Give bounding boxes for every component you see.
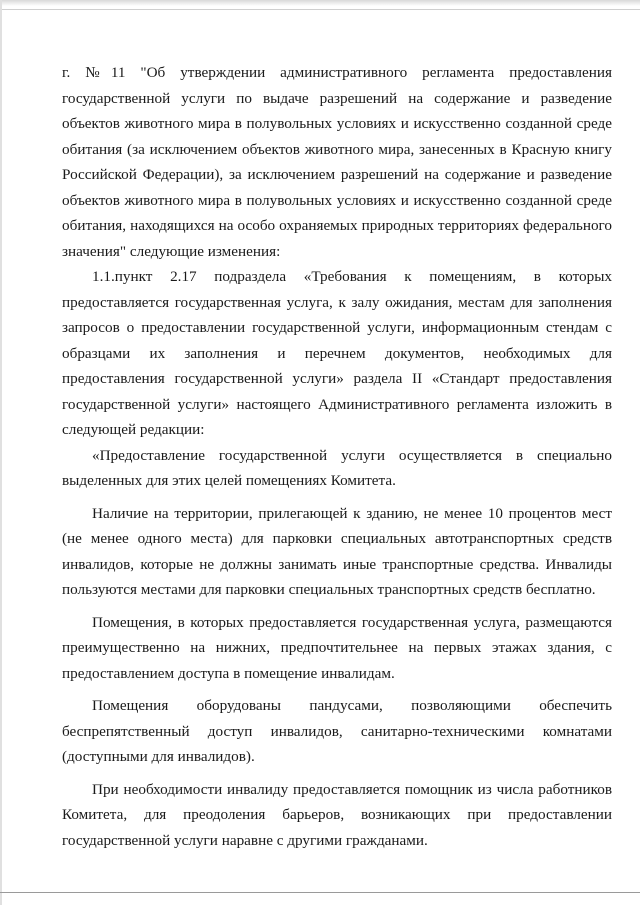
text-line: государственной услуги по выдаче разрешений на содержание и разведение [62,89,612,107]
text-line: следующей редакции: [62,421,205,438]
document-page [62,60,612,853]
paragraph-order-reference [62,60,612,264]
scan-edge-top [0,0,640,6]
text-line: инвалидов, которые не должны занимать иные транспортные средства. Инвалиды [62,555,612,573]
paragraph-ramps [62,693,612,770]
paragraph-gap [62,770,612,777]
text-line: предоставлением доступа в помещение инвалидам. [62,664,395,682]
paragraph-assistant [62,777,612,854]
text-line: предоставляется государственная услуга, к залу ожидания, местам для заполнения [62,293,612,311]
paragraph-floor-placement [62,610,612,687]
paragraph-item-1-1 [62,264,612,443]
text-line: предоставления государственной услуги» раздела II «Стандарт предоставления [62,370,612,387]
scan-line-top [0,9,640,10]
text-line: преимущественно на нижних, предпочтительнее на первых этажах здания, с [62,639,612,656]
scan-edge-left [0,0,2,905]
text-line: объектов животного мира в полувольных условиях и искусственно созданной среде [62,191,612,209]
text-line: государственной услуги наравне с другими гражданами. [62,831,428,849]
text-line: При необходимости инвалиду предоставляется помощник из числа работников [92,780,612,798]
text-line: Российской Федерации), за исключением разрешений на содержание и разведение [62,166,612,183]
text-line: «Предоставление государственной услуги осуществляется в специально [92,446,612,464]
text-line: пользуются местами для парковки специальных транспортных средств бесплатно. [62,581,596,598]
text-line: (доступными для инвалидов). [62,748,255,765]
text-line: объектов животного мира в полувольных условиях и искусственно созданной среде [62,115,612,132]
text-line: запросов о предоставлении государственной услуги, информационным стендам с [62,319,612,336]
text-line: беспрепятственный доступ инвалидов, санитарно-техническими комнатами [62,722,612,740]
text-line: обитания (за исключением объектов животного мира, занесенных в Красную книгу [62,140,612,158]
text-line: значения" следующие изменения: [62,242,281,260]
text-line: Помещения оборудованы пандусами, позволяющими обеспечить [92,697,612,714]
text-line: обитания, находящихся на особо охраняемых природных территориях федерального [62,217,612,234]
scan-line-bottom [0,892,640,893]
paragraph-gap [62,686,612,693]
paragraph-parking [62,501,612,603]
text-line: Наличие на территории, прилегающей к зданию, не менее 10 процентов мест [92,504,612,522]
paragraph-service-premises [62,443,612,494]
text-line: Помещения, в которых предоставляется государственная услуга, размещаются [92,613,612,631]
text-line: (не менее одного места) для парковки специальных автотранспортных средств [62,530,612,547]
paragraph-gap [62,603,612,610]
text-line: г. №11 "Об утверждении административного регламента предоставления [62,64,612,81]
paragraph-gap [62,494,612,501]
text-line: 1.1.пункт 2.17 подраздела «Требования к помещениям, в которых [92,268,612,285]
text-line: государственной услуги» настоящего Административного регламента изложить в [62,395,612,413]
text-line: выделенных для этих целей помещениях Комитета. [62,472,396,489]
text-line: Комитета, для преодоления барьеров, возникающих при предоставлении [62,806,612,823]
text-line: образцами их заполнения и перечнем документов, необходимых для [62,344,612,362]
